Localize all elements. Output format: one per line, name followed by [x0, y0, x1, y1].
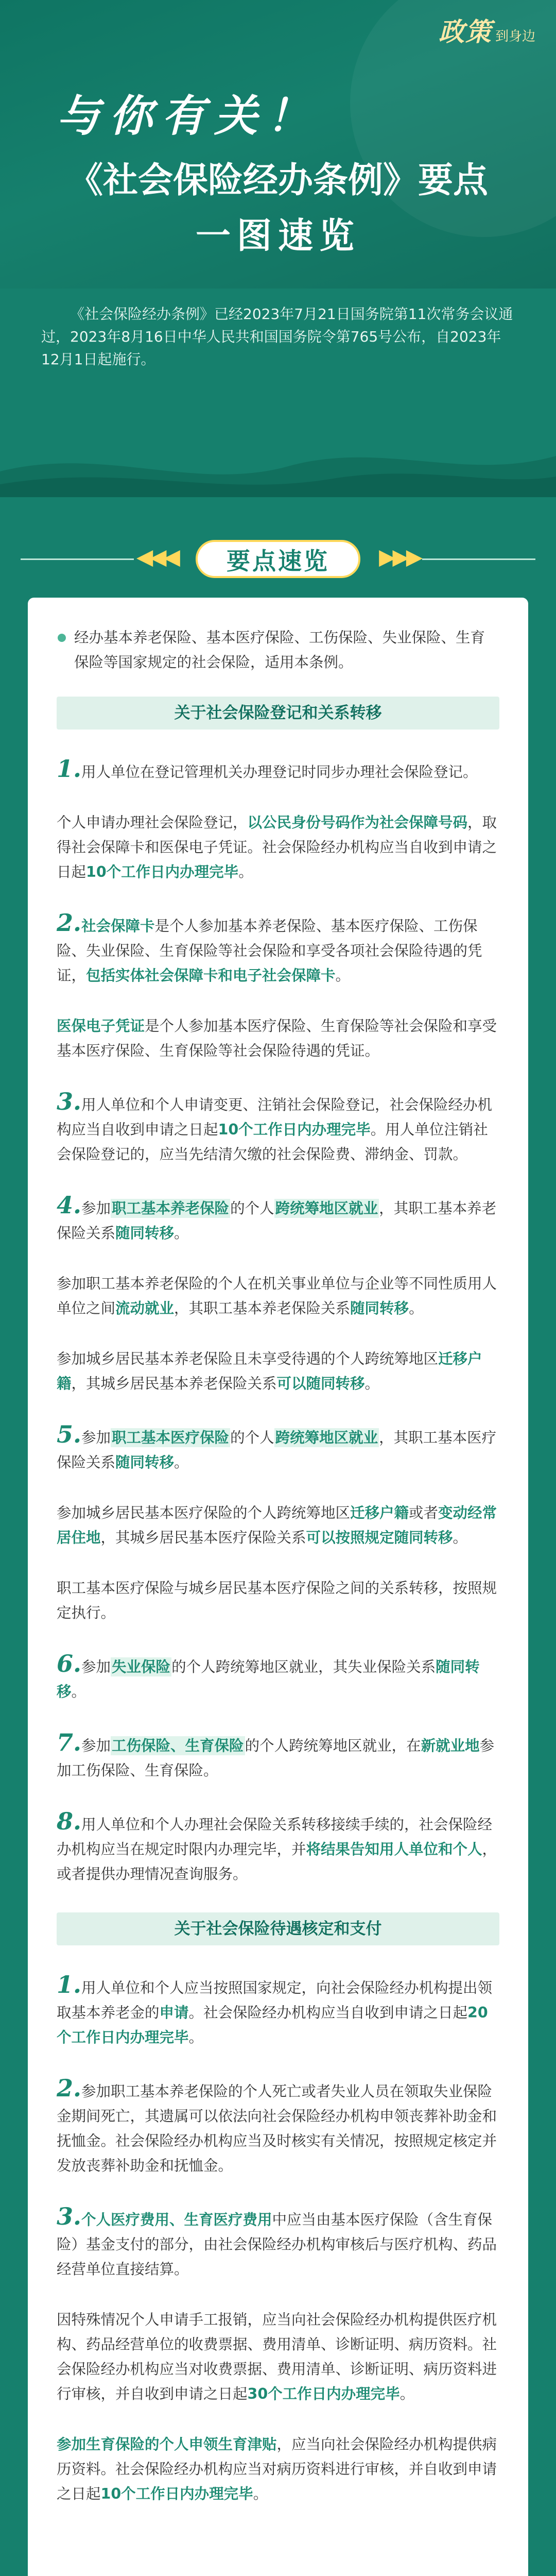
header-banner	[0, 0, 556, 289]
subsection-title-benefits: 关于社会保险待遇核定和支付	[57, 1912, 499, 1945]
point-7: 7.参加工伤保险、生育保险的个人跨统筹地区就业，在新就业地参加工伤保险、生育保险。	[57, 1728, 495, 1779]
section-header	[0, 536, 556, 582]
point-6: 6.参加失业保险的个人跨统筹地区就业，其失业保险关系随同转移。	[57, 1650, 480, 1700]
point-3: 3.用人单位和个人申请变更、注销社会保险登记，社会保险经办机构应当自收到申请之日起10个工作日内办理完毕。用人单位注销社会保险登记的，应当先结清欠缴的社会保险费、滞纳金、罚款。	[57, 1088, 493, 1163]
section-title: 要点速览	[196, 540, 360, 578]
subsection-title-registration: 关于社会保险登记和关系转移	[57, 697, 499, 730]
point-2-b: 医保电子凭证是个人参加基本医疗保险、生育保险等社会保险和享受基本医疗保险、生育保险等社会保险待遇的凭证。	[57, 1018, 497, 1059]
point-5-a: 5.参加职工基本医疗保险的个人跨统筹地区就业，其职工基本医疗保险关系随同转移。	[57, 1420, 497, 1471]
benefit-2: 2.参加职工基本养老保险的个人死亡或者失业人员在领取失业保险金期间死亡，其遗属可以依法向社会保险经办机构申领丧葬补助金和抚恤金。社会保险经办机构应当及时核实有关情况，按照规定核定并发放丧葬补助金和抚恤金。	[57, 2074, 497, 2174]
point-4-c: 参加城乡居民基本养老保险且未享受待遇的个人跨统筹地区迁移户籍，其城乡居民基本养老保险关系可以随同转移。	[57, 1350, 482, 1392]
brand-main: 政策	[438, 16, 492, 47]
brand-sub: 到身边	[495, 29, 535, 44]
benefit-3-b: 因特殊情况个人申请手工报销，应当向社会保险经办机构提供医疗机构、药品经营单位的收费票据、费用清单、诊断证明、病历资料。社会保险经办机构应当对收费票据、费用清单、诊断证明、病历资料进行审核，并自收到申请之日起30个工作日内办理完毕。	[57, 2311, 497, 2402]
arrows-left-icon: ◀◀◀	[136, 544, 177, 569]
decorative-wave	[0, 435, 556, 497]
divider-line	[21, 558, 134, 560]
point-1-b: 个人申请办理社会保险登记，以公民身份号码作为社会保障号码，取得社会保障卡和医保电子凭证。社会保险经办机构应当自收到申请之日起10个工作日内办理完毕。	[57, 814, 497, 880]
benefit-3-c: 参加生育保险的个人申领生育津贴，应当向社会保险经办机构提供病历资料。社会保险经办机构应当对病历资料进行审核，并自收到申请之日起10个工作日内办理完毕。	[57, 2436, 497, 2502]
point-4-a: 4.参加职工基本养老保险的个人跨统筹地区就业，其职工基本养老保险关系随同转移。	[57, 1191, 497, 1242]
point-1-a: 1.用人单位在登记管理机关办理登记时同步办理社会保险登记。	[57, 755, 478, 783]
benefit-1: 1.用人单位和个人应当按照国家规定，向社会保险经办机构提出领取基本养老金的申请。社会保险经办机构应当自收到申请之日起20个工作日内办理完毕。	[57, 1971, 493, 2046]
intro-text: 《社会保险经办条例》已经2023年7月21日国务院第11次常务会议通过，2023年8月16日中华人民共和国国务院令第765号公布，自2023年12月1日起施行。	[41, 306, 513, 368]
divider-line	[422, 558, 535, 560]
arrows-right-icon: ▶▶▶	[379, 544, 420, 569]
point-5-b: 参加城乡居民基本医疗保险的个人跨统筹地区迁移户籍或者变动经常居住地，其城乡居民基本医疗保险关系可以按照规定随同转移。	[57, 1504, 497, 1546]
headline-line3: 一图速览	[195, 215, 360, 257]
point-5-c: 职工基本医疗保险与城乡居民基本医疗保险之间的关系转移，按照规定执行。	[57, 1580, 497, 1621]
benefit-3-a: 3.个人医疗费用、生育医疗费用中应当由基本医疗保险（含生育保险）基金支付的部分，由社会保险经办机构审核后与医疗机构、药品经营单位直接结算。	[57, 2202, 497, 2278]
point-4-b: 参加职工基本养老保险的个人在机关事业单位与企业等不同性质用人单位之间流动就业，其职工基本养老保险关系随同转移。	[57, 1275, 497, 1317]
point-2-a: 2.社会保障卡是个人参加基本养老保险、基本医疗保险、工伤保险、失业保险、生育保险等社会保险和享受各项社会保险待遇的凭证，包括实体社会保障卡和电子社会保障卡。	[57, 909, 482, 984]
headline-line2: 《社会保险经办条例》要点	[67, 160, 488, 201]
brand-logo	[439, 11, 535, 48]
headline-line1: 与你有关！	[57, 90, 320, 141]
content-card	[28, 598, 528, 2576]
intro-block	[36, 289, 520, 385]
point-8: 8.用人单位和个人办理社会保险关系转移接续手续的，社会保险经办机构应当在规定时限内办理完毕，并将结果告知用人单位和个人，或者提供办理情况查询服务。	[57, 1807, 497, 1883]
scope-text: 经办基本养老保险、基本医疗保险、工伤保险、失业保险、生育保险等国家规定的社会保险，适用本条例。	[57, 625, 499, 675]
